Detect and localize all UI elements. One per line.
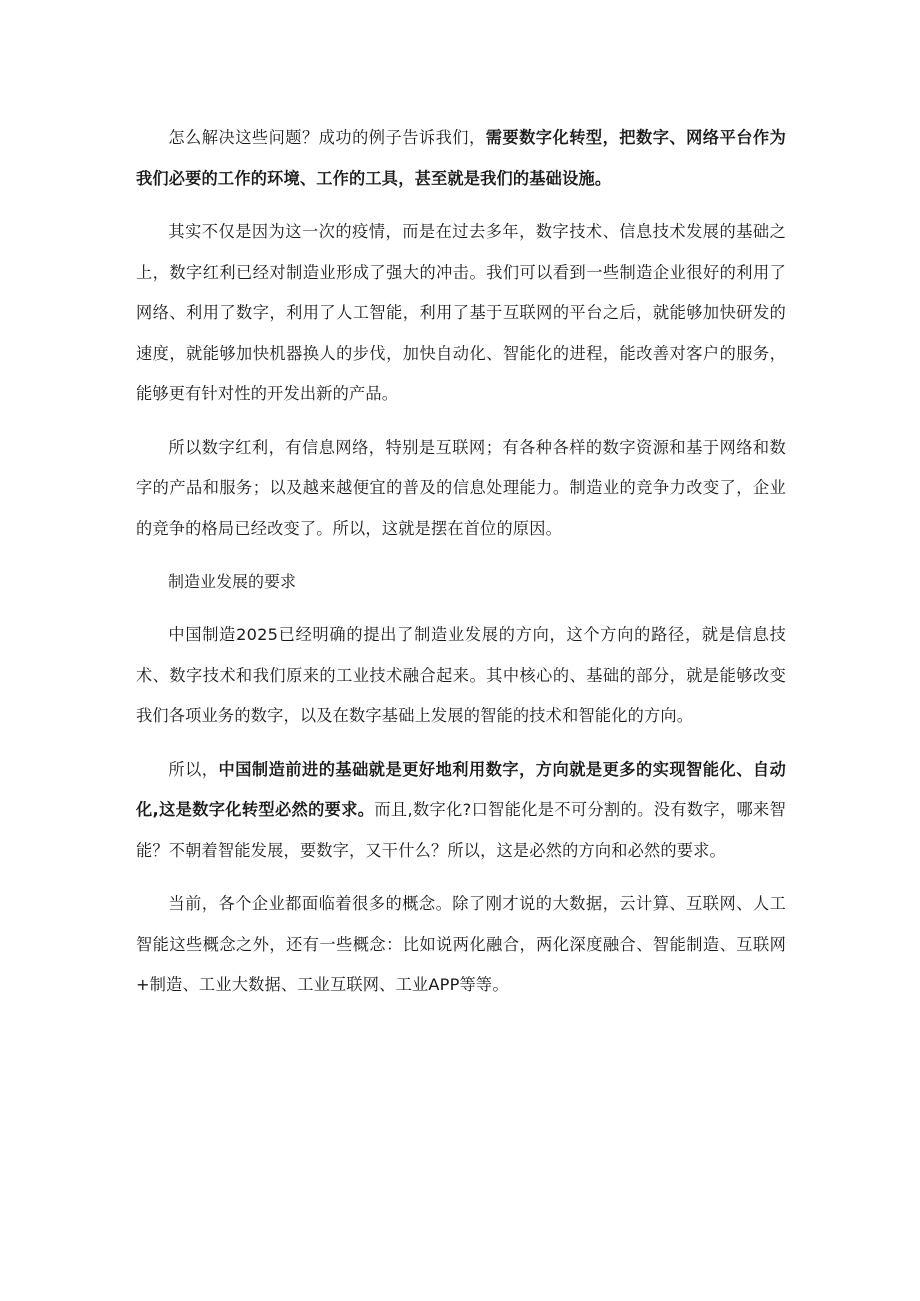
paragraph-1-intro: 怎么解决这些问题？成功的例子告诉我们， <box>168 128 486 147</box>
paragraph-5-intro: 所以， <box>168 759 219 779</box>
paragraph-6: 当前，各个企业都面临着很多的概念。除了刚才说的大数据，云计算、互联网、人工智能这些概念之外，还有一些概念：比如说两化融合，两化深度融合、智能制造、互联网+制造、工业大数据、工业互联网、工业APP等等。 <box>136 894 786 994</box>
paragraph-2: 其实不仅是因为这一次的疫情，而是在过去多年，数字技术、信息技术发展的基础之上，数字红利已经对制造业形成了强大的冲击。我们可以看到一些制造企业很好的利用了网络、利用了数字，利用了人工智能，利用了基于互联网的平台之后，就能够加快研发的速度，就能够加快机器换人的步伐，加快自动化、智能化的进程，能改善对客户的服务，能够更有针对性的开发出新的产品。 <box>136 222 786 403</box>
paragraph-5-rest: 而且,数字化?口智能化是不可分割的。没有数字，哪来智能？不朝着智能发展，要数字，又干什么？所以，这是必然的方向和必然的要求。 <box>136 800 787 860</box>
paragraph-1 <box>136 118 786 199</box>
section-heading: 制造业发展的要求 <box>168 572 297 591</box>
paragraph-5 <box>136 750 786 872</box>
paragraph-4: 中国制造2025已经明确的提出了制造业发展的方向，这个方向的路径，就是信息技术、数字技术和我们原来的工业技术融合起来。其中核心的、基础的部分，就是能够改变我们各项业务的数字，以及在数字基础上发展的智能的技术和智能化的方向。 <box>136 625 786 725</box>
paragraph-3: 所以数字红利，有信息网络，特别是互联网；有各种各样的数字资源和基于网络和数字的产品和服务；以及越来越便宜的普及的信息处理能力。制造业的竞争力改变了，企业的竞争的格局已经改变了。所以，这就是摆在首位的原因。 <box>136 437 786 538</box>
paragraph-1-emphasis: 需要数字化转型，把数字、网络平台作为我们必要的工作的环境、工作的工具，甚至就是我们的基础设施。 <box>136 128 786 188</box>
paragraph-5-emphasis: 中国制造前进的基础就是更好地利用数字，方向就是更多的实现智能化、自动化,这是数字化转型必然的要求。 <box>136 759 786 819</box>
document-page <box>136 118 786 1019</box>
